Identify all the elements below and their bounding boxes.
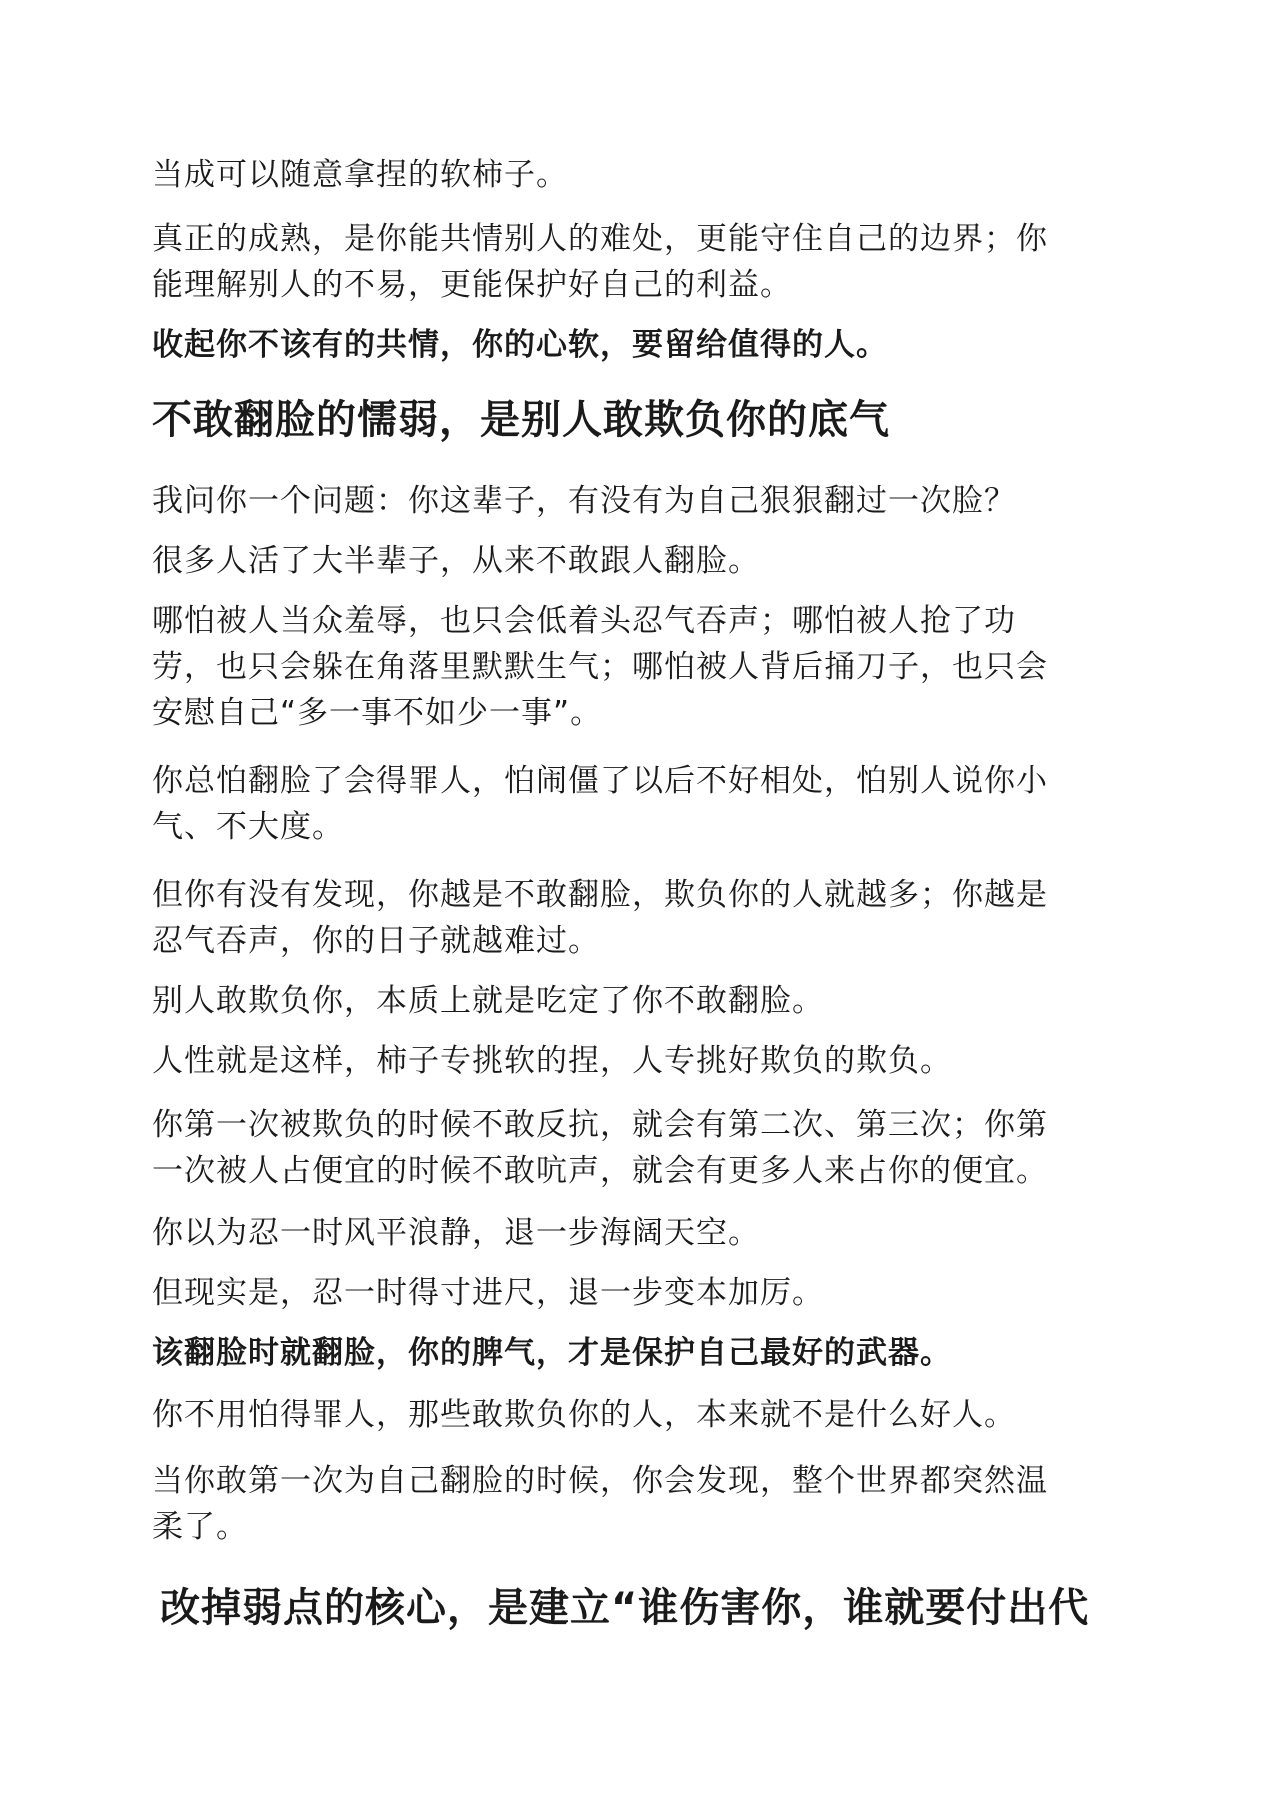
text-line: 当你敢第一次为自己翻脸的时候，你会发现，整个世界都突然温 — [152, 1463, 1048, 1499]
section-heading: 改掉弱点的核心，是建立“谁伤害你，谁就要付出代 — [160, 1585, 1090, 1631]
bold-paragraph — [152, 322, 1132, 368]
paragraph — [152, 1270, 1132, 1316]
text-line: 别人敢欺负你，本质上就是吃定了你不敢翻脸。 — [152, 983, 824, 1019]
text-line: 但你有没有发现，你越是不敢翻脸，欺负你的人就越多；你越是 — [152, 877, 1048, 913]
text-line: 你第一次被欺负的时候不敢反抗，就会有第二次、第三次；你第 — [152, 1107, 1048, 1143]
text-line: 劳，也只会躲在角落里默默生气；哪怕被人背后捅刀子，也只会 — [152, 649, 1048, 685]
text-line: 我问你一个问题：你这辈子，有没有为自己狠狠翻过一次脸？ — [152, 483, 1016, 519]
paragraph — [152, 152, 1132, 198]
text-line: 你以为忍一时风平浪静，退一步海阔天空。 — [152, 1215, 760, 1251]
text-line: 气、不大度。 — [152, 809, 344, 845]
paragraph — [152, 1210, 1132, 1256]
paragraph — [152, 1102, 1132, 1194]
paragraph — [152, 216, 1132, 308]
text-line: 安慰自己“多一事不如少一事”。 — [152, 695, 603, 731]
text-line: 该翻脸时就翻脸，你的脾气，才是保护自己最好的武器。 — [152, 1335, 952, 1371]
text-line: 哪怕被人当众羞辱，也只会低着头忍气吞声；哪怕被人抢了功 — [152, 603, 1016, 639]
paragraph — [152, 478, 1132, 524]
text-line: 但现实是，忍一时得寸进尺，退一步变本加厉。 — [152, 1275, 824, 1311]
paragraph — [152, 1392, 1132, 1438]
text-line: 你总怕翻脸了会得罪人，怕闹僵了以后不好相处，怕别人说你小 — [152, 763, 1048, 799]
text-line: 人性就是这样，柿子专挑软的捏，人专挑好欺负的欺负。 — [152, 1043, 952, 1079]
paragraph — [152, 978, 1132, 1024]
paragraph — [152, 872, 1132, 964]
paragraph — [152, 538, 1132, 584]
bold-paragraph — [152, 1330, 1132, 1376]
text-line: 柔了。 — [152, 1509, 248, 1545]
text-line: 真正的成熟，是你能共情别人的难处，更能守住自己的边界；你 — [152, 221, 1048, 257]
text-line: 你不用怕得罪人，那些敢欺负你的人，本来就不是什么好人。 — [152, 1397, 1016, 1433]
text-line: 收起你不该有的共情，你的心软，要留给值得的人。 — [152, 327, 888, 363]
paragraph — [152, 758, 1132, 850]
section-heading: 不敢翻脸的懦弱，是别人敢欺负你的底气 — [152, 397, 890, 443]
text-line: 当成可以随意拿捏的软柿子。 — [152, 157, 568, 193]
paragraph — [152, 1038, 1132, 1084]
text-line: 忍气吞声，你的日子就越难过。 — [152, 923, 600, 959]
text-line: 能理解别人的不易，更能保护好自己的利益。 — [152, 267, 792, 303]
paragraph — [152, 1458, 1132, 1550]
paragraph — [152, 598, 1132, 736]
text-line: 一次被人占便宜的时候不敢吭声，就会有更多人来占你的便宜。 — [152, 1153, 1048, 1189]
text-line: 很多人活了大半辈子，从来不敢跟人翻脸。 — [152, 543, 760, 579]
